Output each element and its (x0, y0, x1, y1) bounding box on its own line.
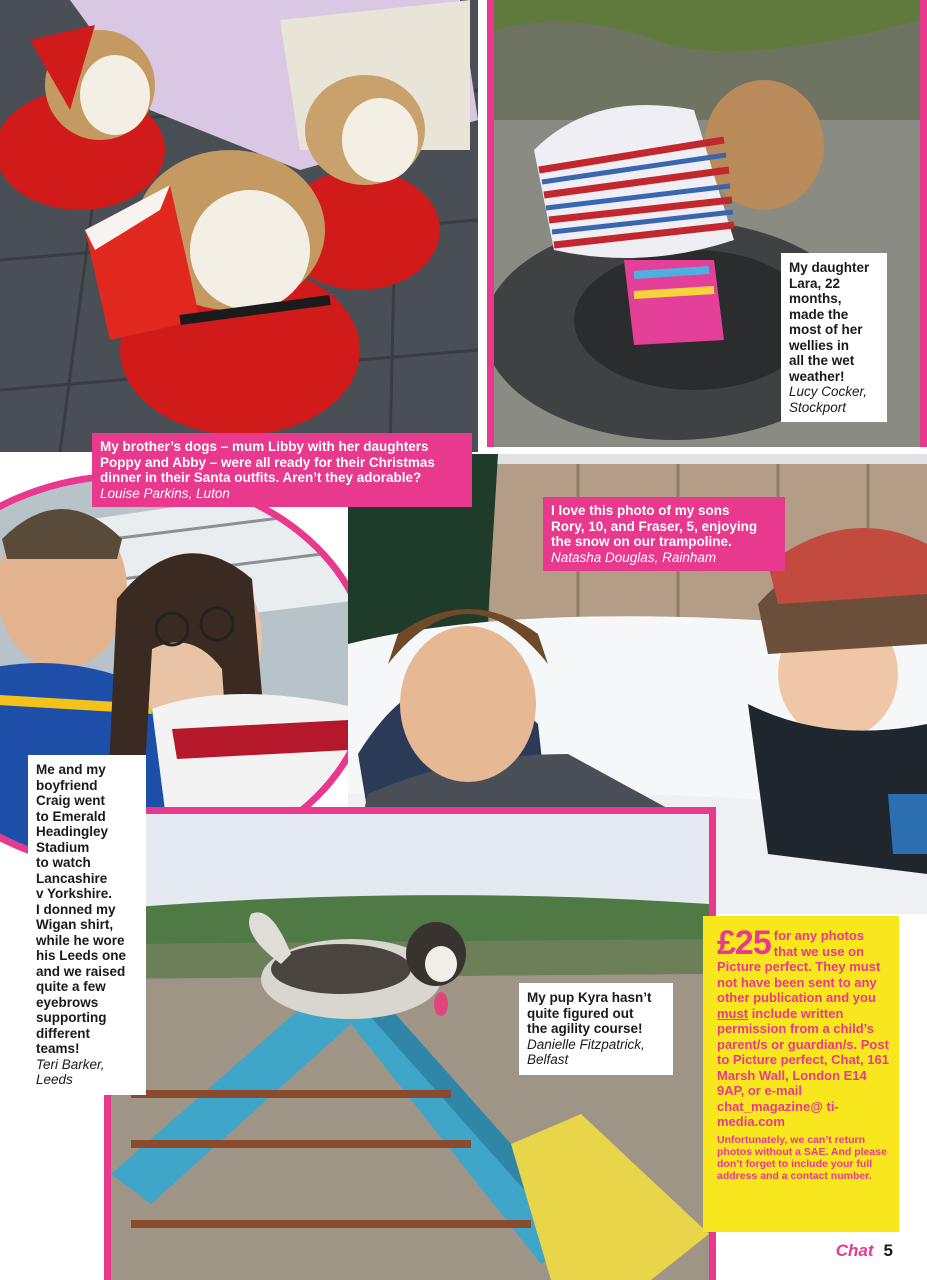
caption-rugby-credit-2: Leeds (36, 1072, 73, 1087)
caption-kyra-line-1: My pup Kyra hasn’t (527, 990, 652, 1005)
caption-dogs-line-3: dinner in their Santa outfits. Aren’t they adorable? (100, 470, 422, 485)
caption-rugby-line-6: Stadium (36, 839, 90, 855)
caption-rugby (28, 755, 146, 1095)
caption-rugby-line-1: Me and my (36, 762, 106, 777)
caption-lara-line-6: wellies in (789, 337, 850, 353)
caption-kyra (519, 983, 673, 1075)
photo-dogs (0, 0, 478, 452)
caption-rugby-line-10: I donned my (36, 901, 116, 917)
page-number: 5 (883, 1241, 893, 1260)
caption-rugby-line-8: Lancashire (36, 870, 108, 886)
caption-rugby-line-19: teams! (36, 1041, 80, 1056)
caption-kyra-credit-2: Belfast (527, 1052, 569, 1067)
caption-sons-line-3: the snow on our trampoline. (551, 534, 732, 549)
caption-lara-line-7: all the wet (789, 353, 855, 368)
caption-kyra-line-2: quite figured out (527, 1005, 634, 1021)
caption-lara-line-1: My daughter (789, 260, 870, 275)
caption-sons-line-1: I love this photo of my sons (551, 503, 730, 518)
caption-sons-line-2: Rory, 10, and Fraser, 5, enjoying (551, 518, 758, 534)
info-text-2: include written permission from a child’s parent/s or guardian/s. Post to Picture perfect, Chat, 161 Marsh Wall, London E14 9AP, or e-mail chat_magazine@ ti-media.com (717, 1005, 889, 1129)
price-label: £25 (717, 924, 771, 962)
info-text-1: for any photos that we use on Picture perfect. They must not have been sent to any other publication and you (717, 928, 881, 1005)
caption-rugby-credit-1: Teri Barker, (36, 1056, 105, 1072)
caption-lara-credit-1: Lucy Cocker, (789, 384, 868, 399)
caption-lara-line-2: Lara, 22 (789, 275, 841, 291)
caption-rugby-line-3: Craig went (36, 793, 106, 808)
caption-rugby-line-16: eyebrows (36, 994, 99, 1010)
caption-rugby-line-11: Wigan shirt, (36, 917, 114, 932)
caption-rugby-line-4: to Emerald (36, 808, 106, 824)
caption-rugby-line-12: while he wore (36, 932, 125, 948)
page-footer (836, 1241, 893, 1261)
caption-rugby-line-13: his Leeds one (36, 948, 127, 963)
caption-kyra-credit-1: Danielle Fitzpatrick, (527, 1036, 645, 1052)
caption-kyra-line-3: the agility course! (527, 1021, 643, 1036)
caption-sons (543, 497, 785, 571)
caption-lara-line-3: months, (789, 291, 842, 306)
caption-sons-credit: Natasha Douglas, Rainham (551, 549, 717, 565)
info-small-print: Unfortunately, we can’t return photos without a SAE. And please don’t forget to include your full address and a contact number. (717, 1133, 887, 1182)
info-must: must (717, 1005, 749, 1021)
caption-rugby-line-2: boyfriend (36, 777, 98, 793)
magazine-logo: Chat (835, 1241, 874, 1260)
caption-lara-line-8: weather! (789, 368, 845, 384)
caption-rugby-line-5: Headingley (36, 824, 109, 839)
caption-dogs (92, 433, 472, 507)
caption-rugby-line-17: supporting (36, 1010, 107, 1025)
caption-lara-credit-2: Stockport (789, 399, 847, 415)
caption-rugby-line-18: different (36, 1025, 90, 1041)
caption-lara (781, 253, 887, 422)
caption-rugby-line-14: and we raised (36, 963, 126, 979)
caption-dogs-line-1: My brother’s dogs – mum Libby with her daughters (100, 439, 429, 454)
caption-rugby-line-9: v Yorkshire. (36, 886, 113, 901)
caption-lara-line-4: made the (789, 306, 849, 322)
caption-rugby-line-7: to watch (36, 855, 91, 870)
caption-dogs-line-2: Poppy and Abby – were all ready for their Christmas (100, 454, 435, 470)
submission-info-box (703, 916, 899, 1232)
caption-lara-line-5: most of her (789, 322, 863, 337)
caption-dogs-credit: Louise Parkins, Luton (100, 485, 230, 501)
caption-rugby-line-15: quite a few (36, 979, 106, 994)
